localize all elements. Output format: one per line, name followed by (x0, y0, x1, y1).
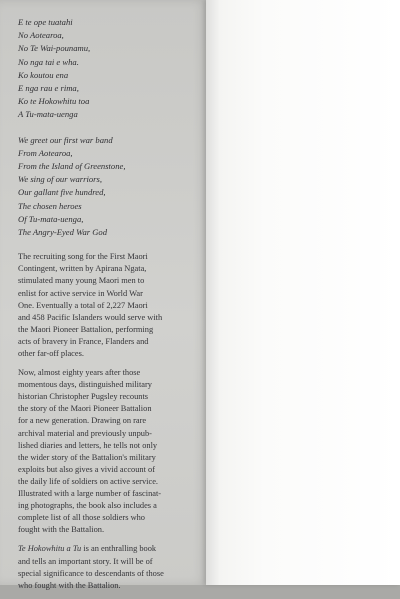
text-line: Contingent, written by Apirana Ngata, (18, 264, 147, 274)
verse-maori (18, 16, 204, 122)
text-line: exploits but also gives a vivid account of (18, 464, 155, 474)
verse-line: E nga rau e rima, (18, 83, 79, 94)
verse-line: No Aotearoa, (18, 30, 64, 41)
page-content (18, 16, 204, 599)
paragraph-book-description (18, 367, 204, 536)
verse-line: From Aotearoa, (18, 147, 73, 158)
text-line: Illustrated with a large number of fascinat- (18, 489, 162, 499)
verse-line: Ko te Hokowhitu toa (18, 96, 90, 107)
text-fragment: is an enthralling book (81, 544, 157, 554)
text-line: The recruiting song for the First Maori (18, 252, 148, 262)
text-line: Now, almost eighty years after those (18, 368, 141, 378)
text-line: the wider story of the Battalion's military (18, 452, 156, 462)
text-line: lished diaries and letters, he tells not only (18, 440, 158, 450)
verse-line: E te ope tuatahi (18, 17, 73, 27)
text-line: historian Christopher Pugsley recounts (18, 392, 149, 402)
verse-line: No Te Wai-pounamu, (18, 43, 91, 54)
text-line: the story of the Maori Pioneer Battalion (18, 404, 152, 414)
verse-line: No nga tai e wha. (18, 56, 79, 67)
book-title: Te Hokowhitu a Tu (18, 544, 82, 554)
verse-line: A Tu-mata-uenga (18, 109, 78, 120)
verse-line: Of Tu-mata-uenga, (18, 213, 84, 224)
text-line: and 458 Pacific Islanders would serve with (18, 312, 163, 322)
text-line: the daily life of soldiers on active service. (18, 476, 158, 486)
verse-line: From the Island of Greenstone, (18, 161, 126, 172)
verse-line: Our gallant five hundred, (18, 187, 106, 198)
text-line: stimulated many young Maori men to (18, 276, 145, 286)
paragraph-closing (18, 543, 204, 591)
text-line: the Maori Pioneer Battalion, performing (18, 324, 154, 334)
page-fold-shadow (206, 0, 220, 585)
text-line: enlist for active service in World War (18, 288, 143, 298)
text-line: and tells an important story. It will be of (18, 556, 153, 566)
verse-line: Ko koutou ena (18, 69, 69, 80)
paragraph-recruiting-song (18, 251, 204, 360)
text-line: ing photographs, the book also includes a (18, 501, 157, 511)
text-line: archival material and previously unpub- (18, 428, 152, 438)
right-page (206, 0, 400, 585)
verse-line: We sing of our warriors, (18, 174, 102, 185)
text-line: One. Eventually a total of 2,227 Maori (18, 300, 148, 310)
verse-line: We greet our first war band (18, 134, 113, 145)
text-line: momentous days, distinguished military (18, 380, 152, 390)
verse-english (18, 134, 204, 240)
verse-line: The Angry-Eyed War God (18, 227, 108, 238)
text-line: special significance to descendants of those (18, 568, 164, 578)
text-line: other far-off places. (18, 349, 84, 358)
text-line: fought with the Battalion. (18, 525, 105, 535)
text-line: who fought with the Battalion. (18, 580, 121, 590)
text-line: for a new generation. Drawing on rare (18, 416, 147, 426)
text-line: complete list of all those soldiers who (18, 513, 145, 523)
text-line: acts of bravery in France, Flanders and (18, 336, 149, 346)
text-line (18, 543, 204, 555)
verse-line: The chosen heroes (18, 200, 82, 211)
